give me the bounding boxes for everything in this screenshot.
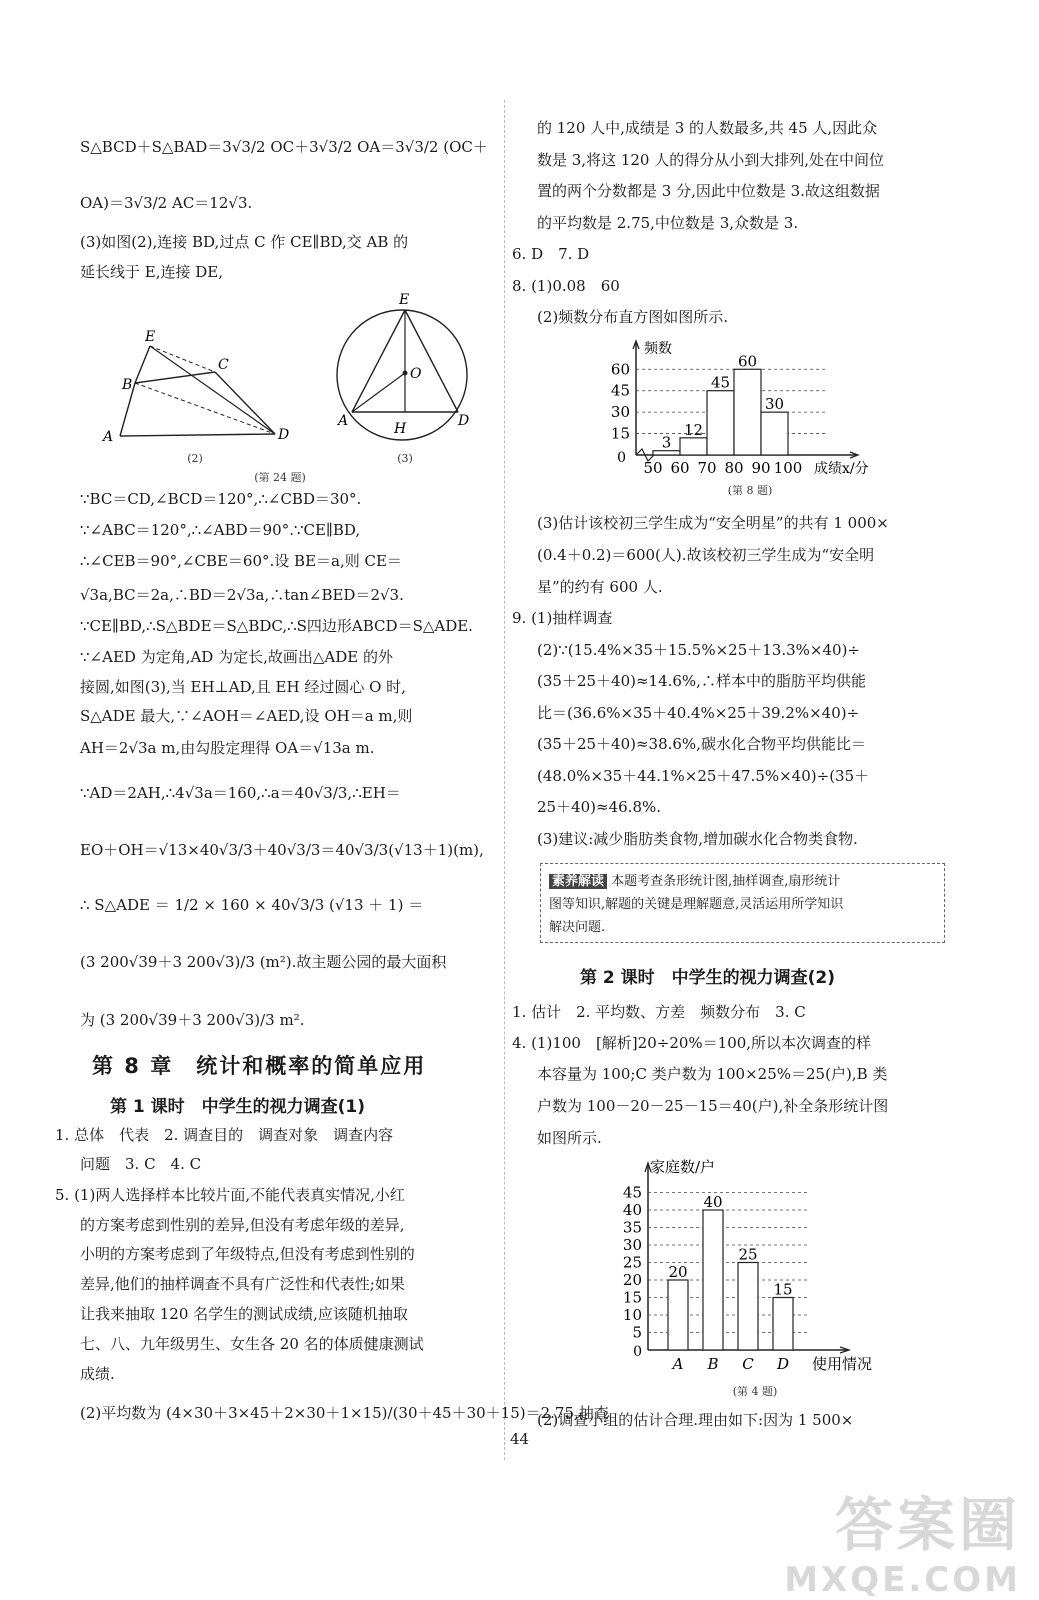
text-line: 1. 估计 2. 平均数、方差 频数分布 3. C xyxy=(512,1003,806,1021)
seg-EC xyxy=(150,346,215,372)
text-line: 5. (1)两人选择样本比较片面,不能代表真实情况,小红 xyxy=(55,1186,405,1204)
text-line: (2)频数分布直方图如图所示. xyxy=(537,308,729,326)
text-line: ∴∠CEB＝90°,∠CBE＝60°.设 BE＝a,则 CE＝ xyxy=(80,552,402,570)
chart-4-caption: (第 4 题) xyxy=(732,1385,778,1398)
text-line: 小明的方案考虑到了年级特点,但没有考虑到性别的 xyxy=(80,1245,415,1263)
y-tick-label: 30 xyxy=(622,1236,642,1254)
x-tick-label: 60 xyxy=(670,459,690,477)
y-tick-label: 35 xyxy=(622,1218,642,1237)
text-line: 比＝(36.6%×35＋40.4%×25＋39.2%×40)÷ xyxy=(537,704,860,722)
text-line: 星”的约有 600 人. xyxy=(537,578,663,596)
text-line: 4. (1)100 [解析]20÷20%＝100,所以本次调查的样 xyxy=(512,1034,872,1052)
text-line: ∴ S△ADE ＝ 1/2 × 160 × 40√3/3 (√13 ＋ 1) ＝ xyxy=(80,896,424,914)
text-line: (3)建议:减少脂肪类食物,增加碳水化合物类食物. xyxy=(537,830,858,848)
text-line: S△BCD＋S△BAD＝3√3/2 OC＋3√3/2 OA＝3√3/2 (OC＋ xyxy=(80,138,488,156)
bar-chart-q4 xyxy=(610,1150,900,1380)
text-line: 的 120 人中,成绩是 3 的人数最多,共 45 人,因此众 xyxy=(537,119,878,137)
x-axis-label: 使用情况 xyxy=(812,1355,873,1373)
y-tick-label: 30 xyxy=(610,403,630,422)
seg-BC xyxy=(135,372,215,383)
seg-BD xyxy=(135,383,275,434)
text-line: OA)＝3√3/2 AC＝12√3. xyxy=(80,194,253,212)
bar xyxy=(703,1210,723,1350)
y-tick-label: 45 xyxy=(610,381,630,400)
data-label: 40 xyxy=(703,1193,723,1211)
text-line: (48.0%×35＋44.1%×25＋47.5%×40)÷(35＋ xyxy=(537,767,870,785)
text-line: AH＝2√3a m,由勾股定理得 OA＝√13a m. xyxy=(80,739,375,757)
text-line: 为 (3 200√39＋3 200√3)/3 m². xyxy=(80,1011,305,1029)
text-line: 6. D 7. D xyxy=(512,245,590,263)
text-line: 的平均数是 2.75,中位数是 3,众数是 3. xyxy=(537,214,799,232)
text-line: ∵∠ABC＝120°,∴∠ABD＝90°.∵CE∥BD, xyxy=(80,521,361,539)
data-label: 45 xyxy=(710,373,731,392)
svg-text:E: E xyxy=(145,329,156,345)
text-line: (3 200√39＋3 200√3)/3 (m²).故主题公园的最大面积 xyxy=(80,953,447,971)
text-line: 七、八、九年级男生、女生各 20 名的体质健康测试 xyxy=(80,1335,424,1353)
literacy-note-box xyxy=(540,863,945,943)
text-line: (3)估计该校初三学生成为“安全明星”的共有 1 000× xyxy=(537,514,889,532)
bar xyxy=(773,1298,793,1351)
y-tick-label: 5 xyxy=(632,1323,642,1342)
page-number: 44 xyxy=(509,1430,530,1448)
data-label: 25 xyxy=(738,1245,758,1264)
figure-3-label: (3) xyxy=(397,452,413,465)
data-label: 3 xyxy=(661,433,672,452)
text-line: 延长线于 E,连接 DE, xyxy=(80,263,223,281)
answers-q1-cont: 问题 3. C 4. C xyxy=(80,1155,202,1173)
text-line: (2)平均数为 (4×30＋3×45＋2×30＋1×15)/(30＋45＋30＋15)＝2.75,抽查 xyxy=(80,1404,609,1422)
text-line: ∵BC＝CD,∠BCD＝120°,∴∠CBD＝30°. xyxy=(80,490,362,508)
svg-text:D: D xyxy=(278,427,290,443)
note-tag: 素养解读 xyxy=(549,874,607,889)
svg-text:D: D xyxy=(458,413,470,429)
bar xyxy=(734,369,761,455)
text-line: (35＋25＋40)≈38.6%,碳水化合物平均供能比＝ xyxy=(537,735,866,753)
watermark-url: MXQE.COM xyxy=(784,1560,1021,1600)
text-line: 本容量为 100;C 类户数为 100×25%＝25(户),B 类 xyxy=(537,1065,888,1083)
svg-text:B: B xyxy=(122,377,133,393)
text-line: 如图所示. xyxy=(537,1129,602,1147)
seg-BE xyxy=(135,346,150,383)
y-tick-label: 60 xyxy=(610,360,630,379)
y-tick-label: 40 xyxy=(622,1201,642,1219)
origin-label: 0 xyxy=(633,1344,642,1360)
text-line: 成绩. xyxy=(80,1365,115,1383)
text-line: (35＋25＋40)≈14.6%,∴样本中的脂肪平均供能 xyxy=(537,672,866,690)
text-line: ∵∠AED 为定角,AD 为定长,故画出△ADE 的外 xyxy=(80,648,393,666)
bar xyxy=(680,438,707,455)
x-tick-label: 100 xyxy=(773,459,803,477)
text-line: 9. (1)抽样调查 xyxy=(512,609,613,627)
seg-CD xyxy=(215,372,275,434)
x-tick-label: 70 xyxy=(697,459,717,477)
text-line: ∵AD＝2AH,∴4√3a＝160,∴a＝40√3/3,∴EH＝ xyxy=(80,784,401,802)
center-O xyxy=(403,371,408,376)
text-line: ∵CE∥BD,∴S△BDE＝S△BDC,∴S四边形ABCD＝S△ADE. xyxy=(80,617,473,635)
seg-OA xyxy=(352,373,405,412)
svg-text:E: E xyxy=(399,292,410,308)
y-tick-label: 20 xyxy=(622,1271,642,1289)
svg-text:A: A xyxy=(103,429,114,445)
y-tick-label: 45 xyxy=(622,1183,642,1202)
x-tick-label: C xyxy=(742,1355,754,1373)
x-tick-label: 80 xyxy=(724,459,744,477)
text-line: (0.4＋0.2)＝600(人).故该校初三学生成为“安全明 xyxy=(537,546,875,564)
note-line: 解决问题. xyxy=(549,920,606,935)
y-tick-label: 15 xyxy=(622,1288,642,1307)
text-line: 让我来抽取 120 名学生的测试成绩,应该随机抽取 xyxy=(80,1305,408,1323)
svg-text:A: A xyxy=(338,413,349,429)
data-label: 60 xyxy=(737,352,758,371)
text-line: 数是 3,将这 120 人的得分从小到大排列,处在中间位 xyxy=(537,151,885,169)
x-tick-label: 90 xyxy=(751,459,771,477)
text-line: 的方案考虑到性别的差异,但没有考虑年级的差异, xyxy=(80,1216,405,1234)
text-line: 户数为 100－20－25－15＝40(户),补全条形统计图 xyxy=(537,1097,889,1115)
watermark xyxy=(784,1490,1021,1600)
data-label: 30 xyxy=(764,395,785,414)
text-line: 接圆,如图(3),当 EH⊥AD,且 EH 经过圆心 O 时, xyxy=(80,678,406,696)
text-line: 25＋40)≈46.8%. xyxy=(537,798,662,816)
y-axis-label: 频数 xyxy=(644,341,672,357)
text-line: S△ADE 最大,∵∠AOH＝∠AED,设 OH＝a m,则 xyxy=(80,707,413,725)
origin-label: 0 xyxy=(617,450,626,466)
geometry-figure-2 xyxy=(95,325,295,470)
lesson-title-2: 第 2 课时 中学生的视力调查(2) xyxy=(580,968,836,988)
y-tick-label: 10 xyxy=(622,1306,642,1324)
chapter-title: 第 8 章 统计和概率的简单应用 xyxy=(92,1054,427,1078)
bar xyxy=(707,391,734,455)
x-tick-label: D xyxy=(776,1355,790,1373)
bar xyxy=(761,412,788,455)
lesson-title-1: 第 1 课时 中学生的视力调查(1) xyxy=(110,1097,366,1117)
svg-text:H: H xyxy=(394,421,407,437)
y-tick-label: 25 xyxy=(622,1253,642,1272)
text-line: (2)∵(15.4%×35＋15.5%×25＋13.3%×40)÷ xyxy=(537,641,860,659)
x-tick-label: B xyxy=(707,1355,719,1373)
x-tick-label: A xyxy=(672,1355,684,1373)
seg-ED xyxy=(150,346,275,434)
data-label: 12 xyxy=(683,420,704,439)
x-axis-label: 成绩x/分 xyxy=(814,461,869,477)
note-line: 本题考查条形统计图,抽样调查,扇形统计 xyxy=(611,874,841,889)
column-divider xyxy=(504,100,505,1460)
data-label: 15 xyxy=(773,1280,793,1299)
histogram-chart-q8 xyxy=(596,335,896,500)
bar xyxy=(668,1280,688,1350)
geometry-figure-3 xyxy=(330,290,490,455)
text-line: 差异,他们的抽样调查不具有广泛性和代表性;如果 xyxy=(80,1275,405,1293)
figure-24-caption: (第 24 题) xyxy=(254,471,306,484)
text-line: √3a,BC＝2a,∴BD＝2√3a,∴tan∠BED＝2√3. xyxy=(80,586,404,604)
svg-text:C: C xyxy=(218,357,229,373)
text-line: EO＋OH＝√13×40√3/3＋40√3/3＝40√3/3(√13＋1)(m), xyxy=(80,841,484,859)
x-tick-label: 50 xyxy=(643,459,663,477)
seg-ED xyxy=(405,310,458,412)
data-label: 20 xyxy=(668,1263,688,1281)
text-line: (2)调查小组的估计合理.理由如下:因为 1 500× xyxy=(537,1411,854,1429)
text-line: 置的两个分数都是 3 分,因此中位数是 3.故这组数据 xyxy=(537,182,880,200)
seg-AD xyxy=(120,434,275,436)
bar xyxy=(738,1263,758,1351)
figure-2-label: (2) xyxy=(187,452,203,465)
note-line: 图等知识,解题的关键是理解题意,灵活运用所学知识 xyxy=(549,897,844,912)
text-line: (3)如图(2),连接 BD,过点 C 作 CE∥BD,交 AB 的 xyxy=(80,233,409,251)
svg-text:O: O xyxy=(410,366,422,382)
answers-q1: 1. 总体 代表 2. 调查目的 调查对象 调查内容 xyxy=(55,1126,394,1144)
chart-8-caption: (第 8 题) xyxy=(727,484,773,497)
text-line: 8. (1)0.08 60 xyxy=(512,277,620,295)
y-tick-label: 15 xyxy=(610,424,630,443)
watermark-logo: 答案圈 xyxy=(834,1491,1021,1559)
y-axis-label: 家庭数/户 xyxy=(650,1158,716,1176)
